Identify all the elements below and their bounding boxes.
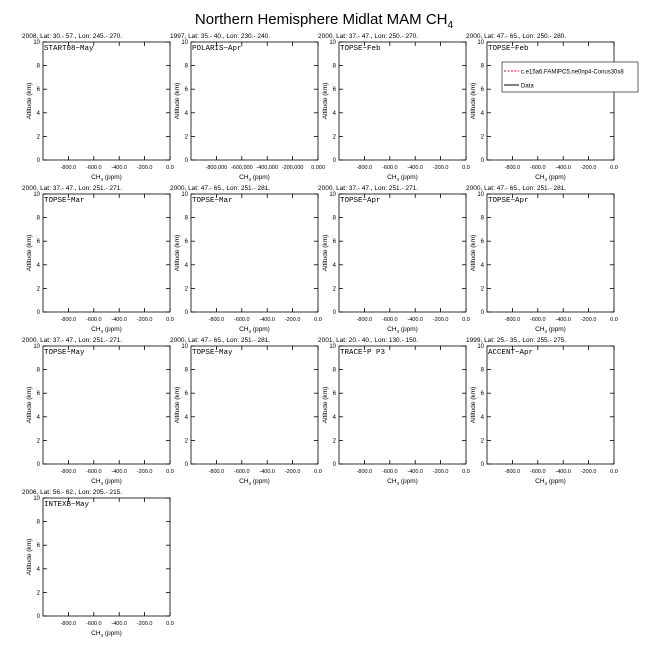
plot-frame	[43, 498, 170, 616]
panel-subtitle: 2000, Lat: 37.- 47., Lon: 250.- 270.	[318, 33, 419, 40]
panel-subtitle: 2006, Lat: 56.- 62., Lon: 205.- 215.	[22, 489, 123, 496]
y-tick-label: 8	[36, 63, 40, 70]
x-axis-label	[91, 174, 122, 182]
x-axis-label-subscript: 4	[544, 177, 548, 182]
x-axis-label-subscript: 4	[100, 329, 104, 334]
y-tick-label: 8	[480, 215, 484, 222]
y-tick-label: 0	[184, 158, 188, 164]
x-tick-label: -400.0	[111, 621, 128, 627]
x-tick-label: 0.0	[166, 165, 174, 171]
plot-frame	[487, 194, 614, 312]
x-tick-label: -200.0	[432, 317, 449, 323]
x-tick-label: -800.0	[60, 317, 77, 323]
y-tick-label: 6	[184, 87, 188, 94]
y-tick-label: 4	[480, 262, 484, 269]
x-tick-label: -600.0	[381, 165, 398, 171]
y-tick-label: 0	[480, 158, 484, 164]
y-tick-label: 8	[36, 367, 40, 374]
legend-label: c.e15a6.FAMIPC5.ne0np4-Conus30x8	[521, 69, 624, 76]
x-tick-label: -800.0	[208, 469, 225, 475]
y-axis-label: Altitude (km)	[26, 538, 33, 576]
x-tick-label: -800.0	[504, 317, 521, 323]
y-tick-label: 8	[36, 519, 40, 526]
x-axis-label	[91, 630, 122, 638]
x-tick-label: -600,000	[230, 165, 253, 171]
campaign-label: TOPSE−Mar	[44, 197, 85, 205]
plot-frame	[191, 42, 318, 160]
x-tick-label: -400.0	[259, 317, 276, 323]
y-tick-label: 2	[332, 438, 336, 445]
x-axis-label-main: CH	[387, 478, 397, 485]
x-tick-label: 0.0	[610, 317, 618, 323]
y-tick-label: 2	[480, 286, 484, 293]
x-tick-label: -800.0	[356, 469, 373, 475]
y-axis-label: Altitude (km)	[322, 386, 329, 424]
y-tick-label: 6	[36, 239, 40, 246]
plot-frame	[339, 194, 466, 312]
x-axis-label-main: CH	[535, 174, 545, 181]
x-tick-label: -200.0	[580, 469, 597, 475]
y-tick-label: 4	[332, 110, 336, 117]
figure-title	[195, 11, 454, 31]
x-axis-label	[239, 478, 270, 486]
x-tick-label: -800.0	[504, 469, 521, 475]
y-tick-label: 2	[184, 134, 188, 141]
x-axis-label-unit: (ppm)	[251, 326, 270, 333]
x-axis-label-unit: (ppm)	[399, 478, 418, 485]
x-axis-label-subscript: 4	[248, 481, 252, 486]
x-axis-label-subscript: 4	[248, 177, 252, 182]
y-axis-label: Altitude (km)	[174, 82, 181, 120]
y-tick-label: 0	[36, 614, 40, 620]
panel-subtitle: 2000, Lat: 37.- 47., Lon: 251.- 271.	[22, 337, 123, 344]
y-tick-label: 8	[480, 63, 484, 70]
y-tick-label: 8	[480, 367, 484, 374]
x-axis-label-main: CH	[535, 478, 545, 485]
y-tick-label: 10	[33, 496, 40, 502]
y-tick-label: 2	[184, 286, 188, 293]
x-tick-label: -400.0	[111, 317, 128, 323]
x-axis-label-main: CH	[91, 326, 101, 333]
x-tick-label: -600.0	[85, 621, 102, 627]
chart-panel	[318, 33, 470, 182]
y-tick-label: 10	[329, 192, 336, 198]
chart-panel	[170, 337, 322, 486]
x-tick-label: -200.0	[432, 165, 449, 171]
x-tick-label: -800.0	[504, 165, 521, 171]
y-tick-label: 0	[480, 310, 484, 316]
chart-panel	[466, 337, 618, 486]
y-tick-label: 0	[332, 158, 336, 164]
x-axis-label-main: CH	[239, 174, 249, 181]
x-tick-label: -200.0	[136, 165, 153, 171]
y-tick-label: 2	[480, 134, 484, 141]
plot-frame	[43, 42, 170, 160]
panel-subtitle: 2000, Lat: 37.- 47., Lon: 251.- 271.	[22, 185, 123, 192]
y-axis-label: Altitude (km)	[26, 234, 33, 272]
y-axis-label: Altitude (km)	[174, 234, 181, 272]
y-tick-label: 6	[480, 391, 484, 398]
chart-panel	[22, 489, 174, 638]
x-axis-label-main: CH	[535, 326, 545, 333]
x-axis-label	[239, 326, 270, 334]
x-tick-label: 0.0	[314, 317, 322, 323]
x-tick-label: -600.0	[529, 317, 546, 323]
x-axis-label-unit: (ppm)	[103, 326, 122, 333]
y-tick-label: 4	[36, 414, 40, 421]
y-tick-label: 4	[480, 414, 484, 421]
y-tick-label: 10	[33, 344, 40, 350]
x-tick-label: -600.0	[85, 317, 102, 323]
chart-panel	[318, 337, 470, 486]
x-axis-label	[535, 174, 566, 182]
y-tick-label: 10	[477, 40, 484, 46]
chart-panel	[466, 33, 638, 182]
y-tick-label: 6	[184, 239, 188, 246]
x-tick-label: -400.0	[555, 469, 572, 475]
x-axis-label-unit: (ppm)	[103, 630, 122, 637]
x-axis-label	[91, 478, 122, 486]
x-tick-label: 0.0	[610, 165, 618, 171]
x-axis-label-main: CH	[387, 326, 397, 333]
y-tick-label: 8	[184, 63, 188, 70]
y-tick-label: 0	[332, 310, 336, 316]
x-tick-label: -200.0	[284, 469, 301, 475]
campaign-label: TOPSE−May	[44, 349, 85, 357]
y-axis-label: Altitude (km)	[470, 234, 477, 272]
figure-title-main: Northern Hemisphere Midlat MAM CH	[194, 11, 448, 28]
plot-frame	[339, 346, 466, 464]
y-tick-label: 2	[480, 438, 484, 445]
y-tick-label: 4	[332, 414, 336, 421]
x-tick-label: 0.000	[311, 165, 325, 171]
y-axis-label: Altitude (km)	[26, 386, 33, 424]
x-axis-label-unit: (ppm)	[103, 478, 122, 485]
y-tick-label: 2	[184, 438, 188, 445]
x-tick-label: -800.0	[356, 317, 373, 323]
y-tick-label: 6	[332, 87, 336, 94]
y-tick-label: 6	[332, 391, 336, 398]
y-tick-label: 10	[477, 192, 484, 198]
y-tick-label: 2	[332, 286, 336, 293]
x-tick-label: -600.0	[529, 165, 546, 171]
y-tick-label: 4	[36, 110, 40, 117]
x-tick-label: 0.0	[166, 621, 174, 627]
y-tick-label: 4	[184, 110, 188, 117]
y-axis-label: Altitude (km)	[470, 386, 477, 424]
x-axis-label-subscript: 4	[544, 481, 548, 486]
campaign-label: TOPSE−Apr	[340, 197, 381, 205]
x-tick-label: -200.0	[284, 317, 301, 323]
y-tick-label: 2	[36, 134, 40, 141]
campaign-label: POLARIS−Apr	[192, 45, 242, 53]
y-tick-label: 10	[477, 344, 484, 350]
campaign-label: ACCENT−Apr	[488, 349, 534, 357]
x-axis-label-subscript: 4	[100, 633, 104, 638]
x-axis-label	[91, 326, 122, 334]
y-axis-label: Altitude (km)	[322, 82, 329, 120]
y-tick-label: 2	[332, 134, 336, 141]
x-axis-label-subscript: 4	[396, 481, 400, 486]
x-tick-label: 0.0	[462, 469, 470, 475]
y-tick-label: 6	[332, 239, 336, 246]
legend-label: Data	[521, 83, 534, 90]
y-tick-label: 10	[181, 40, 188, 46]
x-axis-label-subscript: 4	[100, 177, 104, 182]
x-tick-label: -800.0	[208, 317, 225, 323]
x-tick-label: 0.0	[610, 469, 618, 475]
x-tick-label: 0.0	[166, 469, 174, 475]
x-tick-label: 0.0	[166, 317, 174, 323]
x-axis-label-main: CH	[91, 630, 101, 637]
x-axis-label-unit: (ppm)	[103, 174, 122, 181]
campaign-label: TOPSE−Apr	[488, 197, 529, 205]
y-tick-label: 4	[36, 566, 40, 573]
x-tick-label: -800.0	[356, 165, 373, 171]
x-tick-label: -600.0	[233, 469, 250, 475]
x-axis-label-main: CH	[91, 478, 101, 485]
chart-panel	[22, 33, 174, 182]
y-tick-label: 6	[36, 543, 40, 550]
y-tick-label: 0	[36, 158, 40, 164]
plot-frame	[191, 194, 318, 312]
plot-frame	[339, 42, 466, 160]
y-tick-label: 10	[33, 192, 40, 198]
x-tick-label: -800.0	[60, 469, 77, 475]
x-tick-label: -200.0	[432, 469, 449, 475]
y-tick-label: 0	[332, 462, 336, 468]
campaign-label: TOPSE−Mar	[192, 197, 233, 205]
x-axis-label-main: CH	[91, 174, 101, 181]
y-tick-label: 6	[184, 391, 188, 398]
campaign-label: INTEXB−May	[44, 501, 90, 509]
x-tick-label: -400.0	[407, 165, 424, 171]
y-tick-label: 10	[33, 40, 40, 46]
y-axis-label: Altitude (km)	[470, 82, 477, 120]
x-axis-label-subscript: 4	[544, 329, 548, 334]
y-tick-label: 10	[181, 192, 188, 198]
x-tick-label: -400.0	[259, 469, 276, 475]
x-tick-label: 0.0	[462, 165, 470, 171]
y-tick-label: 8	[332, 215, 336, 222]
chart-panel	[318, 185, 470, 334]
campaign-label: TOPSE−May	[192, 349, 233, 357]
x-tick-label: -800.0	[60, 621, 77, 627]
x-tick-label: 0.0	[314, 469, 322, 475]
x-tick-label: -400,000	[256, 165, 279, 171]
y-tick-label: 8	[184, 215, 188, 222]
x-tick-label: -200.0	[136, 317, 153, 323]
y-tick-label: 2	[36, 286, 40, 293]
panel-grid	[22, 33, 638, 638]
x-tick-label: 0.0	[462, 317, 470, 323]
x-tick-label: -400.0	[407, 317, 424, 323]
plot-frame	[43, 194, 170, 312]
x-axis-label	[387, 326, 418, 334]
plot-frame	[487, 346, 614, 464]
panel-subtitle: 2000, Lat: 47.- 65., Lon: 251.- 281.	[170, 337, 271, 344]
chart-panel	[466, 185, 618, 334]
campaign-label: START08−May	[44, 45, 94, 53]
y-tick-label: 8	[184, 367, 188, 374]
x-tick-label: -800.0	[60, 165, 77, 171]
y-axis-label: Altitude (km)	[26, 82, 33, 120]
panel-subtitle: 2001, Lat: 20.- 40., Lon: 130.- 150.	[318, 337, 419, 344]
x-tick-label: -400.0	[555, 317, 572, 323]
x-tick-label: -400.0	[111, 165, 128, 171]
x-tick-label: -200.0	[136, 469, 153, 475]
x-axis-label-main: CH	[239, 478, 249, 485]
x-axis-label-main: CH	[387, 174, 397, 181]
y-axis-label: Altitude (km)	[322, 234, 329, 272]
x-tick-label: -400.0	[555, 165, 572, 171]
x-tick-label: -600.0	[85, 469, 102, 475]
y-tick-label: 6	[36, 391, 40, 398]
y-tick-label: 4	[480, 110, 484, 117]
x-axis-label-unit: (ppm)	[547, 174, 566, 181]
x-axis-label-unit: (ppm)	[547, 478, 566, 485]
x-axis-label-unit: (ppm)	[399, 326, 418, 333]
panel-subtitle: 2008, Lat: 30.- 57., Lon: 245.- 270.	[22, 33, 123, 40]
chart-panel	[22, 185, 174, 334]
panel-subtitle: 2000, Lat: 47.- 65., Lon: 251.- 281.	[466, 185, 567, 192]
y-tick-label: 6	[36, 87, 40, 94]
panel-subtitle: 1999, Lat: 25.- 35., Lon: 255.- 275.	[466, 337, 567, 344]
y-axis-label: Altitude (km)	[174, 386, 181, 424]
y-tick-label: 0	[36, 310, 40, 316]
y-tick-label: 8	[36, 215, 40, 222]
x-axis-label-main: CH	[239, 326, 249, 333]
plot-frame	[191, 346, 318, 464]
x-tick-label: -400.0	[407, 469, 424, 475]
x-tick-label: -800,000	[205, 165, 228, 171]
y-tick-label: 0	[36, 462, 40, 468]
y-tick-label: 0	[184, 462, 188, 468]
x-axis-label-unit: (ppm)	[251, 478, 270, 485]
y-tick-label: 10	[329, 344, 336, 350]
y-tick-label: 6	[480, 239, 484, 246]
panel-subtitle: 1997, Lat: 35.- 40., Lon: 230.- 240.	[170, 33, 271, 40]
panel-subtitle: 2000, Lat: 47.- 65., Lon: 251.- 281.	[170, 185, 271, 192]
campaign-label: TOPSE−Feb	[488, 45, 529, 53]
x-tick-label: -600.0	[85, 165, 102, 171]
chart-panel	[170, 185, 322, 334]
panel-subtitle: 2000, Lat: 47.- 65., Lon: 250.- 280.	[466, 33, 567, 40]
chart-panel	[170, 33, 325, 182]
y-tick-label: 10	[329, 40, 336, 46]
x-tick-label: -600.0	[381, 469, 398, 475]
y-tick-label: 4	[184, 262, 188, 269]
plot-frame	[487, 42, 614, 160]
x-tick-label: -600.0	[529, 469, 546, 475]
x-axis-label-subscript: 4	[248, 329, 252, 334]
x-axis-label	[387, 478, 418, 486]
panel-subtitle: 2000, Lat: 37.- 47., Lon: 251.- 271.	[318, 185, 419, 192]
x-axis-label-subscript: 4	[396, 329, 400, 334]
x-tick-label: -200,000	[281, 165, 304, 171]
y-tick-label: 4	[332, 262, 336, 269]
x-tick-label: -400.0	[111, 469, 128, 475]
x-tick-label: -200.0	[136, 621, 153, 627]
x-axis-label-unit: (ppm)	[547, 326, 566, 333]
y-tick-label: 8	[332, 63, 336, 70]
plot-frame	[43, 346, 170, 464]
y-tick-label: 4	[36, 262, 40, 269]
x-axis-label	[535, 478, 566, 486]
y-tick-label: 2	[36, 438, 40, 445]
campaign-label: TRACE−P P3	[340, 349, 386, 357]
x-tick-label: -600.0	[381, 317, 398, 323]
x-axis-label	[387, 174, 418, 182]
y-tick-label: 8	[332, 367, 336, 374]
campaign-label: TOPSE−Feb	[340, 45, 381, 53]
y-tick-label: 2	[36, 590, 40, 597]
y-tick-label: 0	[184, 310, 188, 316]
x-axis-label-unit: (ppm)	[251, 174, 270, 181]
x-axis-label	[535, 326, 566, 334]
y-tick-label: 0	[480, 462, 484, 468]
y-tick-label: 10	[181, 344, 188, 350]
chart-panel	[22, 337, 174, 486]
x-axis-label	[239, 174, 270, 182]
x-axis-label-subscript: 4	[396, 177, 400, 182]
y-tick-label: 6	[480, 87, 484, 94]
x-tick-label: -600.0	[233, 317, 250, 323]
x-tick-label: -200.0	[580, 317, 597, 323]
y-tick-label: 4	[184, 414, 188, 421]
x-axis-label-unit: (ppm)	[399, 174, 418, 181]
figure-title-subscript: 4	[447, 20, 454, 31]
x-axis-label-subscript: 4	[100, 481, 104, 486]
x-tick-label: -200.0	[580, 165, 597, 171]
